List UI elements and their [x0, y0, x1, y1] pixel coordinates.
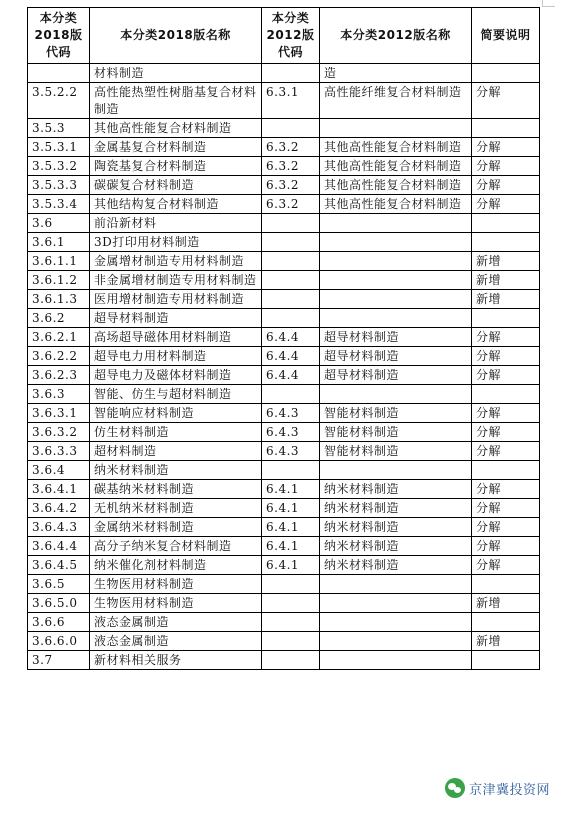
- table-row: [28, 537, 540, 556]
- cell-code-2012: 6.4.3: [262, 442, 320, 461]
- cell-note: 新增: [472, 632, 540, 651]
- cell-code-2018: 3.5.3.1: [28, 138, 90, 157]
- table-header-row: [28, 8, 540, 64]
- cell-note: [472, 214, 540, 233]
- cell-name-2018: 医用增材制造专用材料制造: [90, 290, 262, 309]
- cell-note: [472, 119, 540, 138]
- cell-note: [472, 613, 540, 632]
- cell-name-2012: 超导材料制造: [320, 347, 472, 366]
- table-row: [28, 385, 540, 404]
- cell-code-2018: 3.6.4: [28, 461, 90, 480]
- cell-note: [472, 309, 540, 328]
- cell-code-2012: 6.4.3: [262, 404, 320, 423]
- cell-name-2018: 液态金属制造: [90, 632, 262, 651]
- cell-name-2012: [320, 119, 472, 138]
- cell-code-2012: [262, 632, 320, 651]
- table-row: [28, 176, 540, 195]
- table-row: [28, 309, 540, 328]
- table-row: [28, 366, 540, 385]
- cell-code-2018: 3.6.2.2: [28, 347, 90, 366]
- cell-name-2012: [320, 309, 472, 328]
- cell-code-2012: [262, 651, 320, 670]
- table-row: [28, 233, 540, 252]
- cell-name-2018: 仿生材料制造: [90, 423, 262, 442]
- cell-name-2018: 液态金属制造: [90, 613, 262, 632]
- cell-code-2018: 3.6.6: [28, 613, 90, 632]
- table-row: [28, 195, 540, 214]
- cell-code-2018: 3.5.3.4: [28, 195, 90, 214]
- cell-note: [472, 461, 540, 480]
- cell-note: 分解: [472, 347, 540, 366]
- cell-note: 分解: [472, 423, 540, 442]
- cell-note: 新增: [472, 252, 540, 271]
- table-row: [28, 556, 540, 575]
- header-code-2018: 本分类 2018版 代码: [28, 8, 90, 64]
- cell-name-2018: 3D打印用材料制造: [90, 233, 262, 252]
- table-row: [28, 423, 540, 442]
- cell-code-2018: 3.6.4.1: [28, 480, 90, 499]
- cell-code-2018: 3.6.6.0: [28, 632, 90, 651]
- cell-code-2012: 6.3.2: [262, 195, 320, 214]
- cell-name-2012: 超导材料制造: [320, 328, 472, 347]
- cell-name-2012: 纳米材料制造: [320, 518, 472, 537]
- cell-name-2012: 其他高性能复合材料制造: [320, 176, 472, 195]
- cell-name-2012: 纳米材料制造: [320, 556, 472, 575]
- cell-code-2018: 3.6.4.2: [28, 499, 90, 518]
- cell-note: 分解: [472, 480, 540, 499]
- cell-name-2018: 碳基纳米材料制造: [90, 480, 262, 499]
- table-row: [28, 461, 540, 480]
- cell-name-2018: 纳米催化剂材料制造: [90, 556, 262, 575]
- cell-name-2018: 材料制造: [90, 64, 262, 83]
- cell-code-2018: 3.6.5.0: [28, 594, 90, 613]
- table-row: [28, 632, 540, 651]
- cell-code-2012: [262, 575, 320, 594]
- table-row: [28, 328, 540, 347]
- table-body: [28, 64, 540, 670]
- cell-name-2018: 陶瓷基复合材料制造: [90, 157, 262, 176]
- cell-name-2018: 碳碳复合材料制造: [90, 176, 262, 195]
- table-row: [28, 575, 540, 594]
- cell-name-2018: 高分子纳米复合材料制造: [90, 537, 262, 556]
- cell-name-2012: 智能材料制造: [320, 442, 472, 461]
- cell-note: 新增: [472, 594, 540, 613]
- cell-note: [472, 64, 540, 83]
- cell-code-2018: 3.6.2: [28, 309, 90, 328]
- cell-code-2012: [262, 119, 320, 138]
- cell-code-2012: [262, 233, 320, 252]
- cell-note: 分解: [472, 404, 540, 423]
- cell-name-2012: 其他高性能复合材料制造: [320, 157, 472, 176]
- cell-code-2018: 3.6.2.3: [28, 366, 90, 385]
- document-page: [27, 7, 539, 670]
- cell-code-2018: 3.5.3: [28, 119, 90, 138]
- cell-name-2018: 纳米材料制造: [90, 461, 262, 480]
- table-row: [28, 499, 540, 518]
- cell-note: 分解: [472, 83, 540, 119]
- cell-name-2012: [320, 575, 472, 594]
- classification-table: [27, 7, 540, 670]
- header-note: 简要说明: [472, 8, 540, 64]
- cell-name-2012: [320, 233, 472, 252]
- table-row: [28, 119, 540, 138]
- table-row: [28, 214, 540, 233]
- cell-code-2018: 3.5.2.2: [28, 83, 90, 119]
- cell-note: 分解: [472, 556, 540, 575]
- cell-name-2012: [320, 461, 472, 480]
- cell-code-2018: 3.6.4.5: [28, 556, 90, 575]
- cell-name-2018: 非金属增材制造专用材料制造: [90, 271, 262, 290]
- cell-code-2012: [262, 385, 320, 404]
- cell-code-2012: 6.3.2: [262, 176, 320, 195]
- cell-name-2018: 高性能热塑性树脂基复合材料制造: [90, 83, 262, 119]
- cell-name-2018: 智能响应材料制造: [90, 404, 262, 423]
- cell-note: [472, 575, 540, 594]
- source-watermark: [443, 775, 554, 801]
- cell-note: 新增: [472, 271, 540, 290]
- table-row: [28, 442, 540, 461]
- cell-code-2018: 3.6.1: [28, 233, 90, 252]
- cell-name-2018: 金属纳米材料制造: [90, 518, 262, 537]
- cell-code-2012: [262, 290, 320, 309]
- watermark-text: 京津冀投资网: [469, 782, 551, 798]
- cell-code-2012: 6.3.2: [262, 157, 320, 176]
- header-name-2012: 本分类2012版名称: [320, 8, 472, 64]
- table-row: [28, 480, 540, 499]
- cell-name-2012: 造: [320, 64, 472, 83]
- cell-code-2018: 3.6.1.2: [28, 271, 90, 290]
- table-row: [28, 613, 540, 632]
- cell-note: 新增: [472, 290, 540, 309]
- cell-note: 分解: [472, 442, 540, 461]
- cell-code-2018: 3.6.3: [28, 385, 90, 404]
- cell-code-2012: 6.4.1: [262, 480, 320, 499]
- cell-name-2012: 其他高性能复合材料制造: [320, 138, 472, 157]
- cell-name-2012: 纳米材料制造: [320, 537, 472, 556]
- cell-name-2012: [320, 290, 472, 309]
- cell-name-2018: 金属增材制造专用材料制造: [90, 252, 262, 271]
- table-row: [28, 83, 540, 119]
- cell-name-2012: 纳米材料制造: [320, 499, 472, 518]
- table-row: [28, 271, 540, 290]
- cell-name-2018: 生物医用材料制造: [90, 575, 262, 594]
- table-row: [28, 594, 540, 613]
- cell-code-2012: 6.4.4: [262, 366, 320, 385]
- cell-name-2012: [320, 651, 472, 670]
- cell-code-2012: [262, 309, 320, 328]
- cell-name-2012: [320, 271, 472, 290]
- cell-name-2012: [320, 385, 472, 404]
- cell-name-2012: 超导材料制造: [320, 366, 472, 385]
- cell-code-2018: 3.6.1.3: [28, 290, 90, 309]
- cell-name-2012: 纳米材料制造: [320, 480, 472, 499]
- table-row: [28, 138, 540, 157]
- cell-code-2018: [28, 64, 90, 83]
- cell-name-2012: [320, 252, 472, 271]
- cell-note: 分解: [472, 176, 540, 195]
- cell-name-2012: 智能材料制造: [320, 404, 472, 423]
- cell-name-2018: 前沿新材料: [90, 214, 262, 233]
- cell-code-2018: 3.5.3.2: [28, 157, 90, 176]
- cell-name-2018: 智能、仿生与超材料制造: [90, 385, 262, 404]
- cell-name-2018: 新材料相关服务: [90, 651, 262, 670]
- cell-name-2018: 超材料制造: [90, 442, 262, 461]
- table-row: [28, 64, 540, 83]
- cell-code-2018: 3.6: [28, 214, 90, 233]
- cell-name-2012: 高性能纤维复合材料制造: [320, 83, 472, 119]
- table-row: [28, 651, 540, 670]
- cell-name-2012: [320, 214, 472, 233]
- table-row: [28, 290, 540, 309]
- cell-note: 分解: [472, 499, 540, 518]
- cell-name-2018: 超导电力用材料制造: [90, 347, 262, 366]
- cell-name-2012: [320, 613, 472, 632]
- cell-note: 分解: [472, 366, 540, 385]
- cell-note: 分解: [472, 138, 540, 157]
- cell-code-2018: 3.5.3.3: [28, 176, 90, 195]
- cell-code-2012: [262, 594, 320, 613]
- cell-code-2018: 3.6.1.1: [28, 252, 90, 271]
- table-row: [28, 404, 540, 423]
- cell-code-2012: [262, 271, 320, 290]
- cell-name-2018: 无机纳米材料制造: [90, 499, 262, 518]
- cell-note: 分解: [472, 537, 540, 556]
- table-row: [28, 518, 540, 537]
- cell-code-2018: 3.7: [28, 651, 90, 670]
- cell-code-2012: [262, 214, 320, 233]
- cell-note: 分解: [472, 157, 540, 176]
- cell-note: [472, 385, 540, 404]
- cell-name-2018: 超导电力及磁体材料制造: [90, 366, 262, 385]
- cell-name-2012: 智能材料制造: [320, 423, 472, 442]
- cell-name-2018: 金属基复合材料制造: [90, 138, 262, 157]
- cell-code-2012: 6.3.1: [262, 83, 320, 119]
- cell-name-2012: 其他高性能复合材料制造: [320, 195, 472, 214]
- cell-name-2018: 高场超导磁体用材料制造: [90, 328, 262, 347]
- cell-code-2012: [262, 252, 320, 271]
- cell-name-2018: 其他结构复合材料制造: [90, 195, 262, 214]
- cell-code-2012: [262, 613, 320, 632]
- cell-code-2012: 6.3.2: [262, 138, 320, 157]
- cell-code-2018: 3.6.2.1: [28, 328, 90, 347]
- cell-note: 分解: [472, 195, 540, 214]
- header-name-2018: 本分类2018版名称: [90, 8, 262, 64]
- cell-code-2018: 3.6.5: [28, 575, 90, 594]
- cell-name-2012: [320, 594, 472, 613]
- page-corner-mark: [542, 0, 555, 7]
- table-row: [28, 252, 540, 271]
- cell-name-2018: 生物医用材料制造: [90, 594, 262, 613]
- cell-code-2012: 6.4.1: [262, 537, 320, 556]
- cell-name-2012: [320, 632, 472, 651]
- cell-code-2012: 6.4.1: [262, 556, 320, 575]
- cell-code-2018: 3.6.3.3: [28, 442, 90, 461]
- cell-code-2018: 3.6.4.4: [28, 537, 90, 556]
- cell-code-2012: 6.4.3: [262, 423, 320, 442]
- wechat-logo-icon: [445, 778, 465, 798]
- cell-code-2012: 6.4.4: [262, 347, 320, 366]
- cell-note: 分解: [472, 328, 540, 347]
- header-code-2012: 本分类 2012版 代码: [262, 8, 320, 64]
- cell-code-2012: 6.4.1: [262, 518, 320, 537]
- cell-code-2012: 6.4.4: [262, 328, 320, 347]
- cell-code-2018: 3.6.3.2: [28, 423, 90, 442]
- cell-code-2018: 3.6.3.1: [28, 404, 90, 423]
- cell-code-2012: 6.4.1: [262, 499, 320, 518]
- table-row: [28, 157, 540, 176]
- cell-code-2018: 3.6.4.3: [28, 518, 90, 537]
- cell-name-2018: 超导材料制造: [90, 309, 262, 328]
- cell-code-2012: [262, 64, 320, 83]
- cell-note: 分解: [472, 518, 540, 537]
- cell-code-2012: [262, 461, 320, 480]
- cell-note: [472, 651, 540, 670]
- table-row: [28, 347, 540, 366]
- cell-name-2018: 其他高性能复合材料制造: [90, 119, 262, 138]
- cell-note: [472, 233, 540, 252]
